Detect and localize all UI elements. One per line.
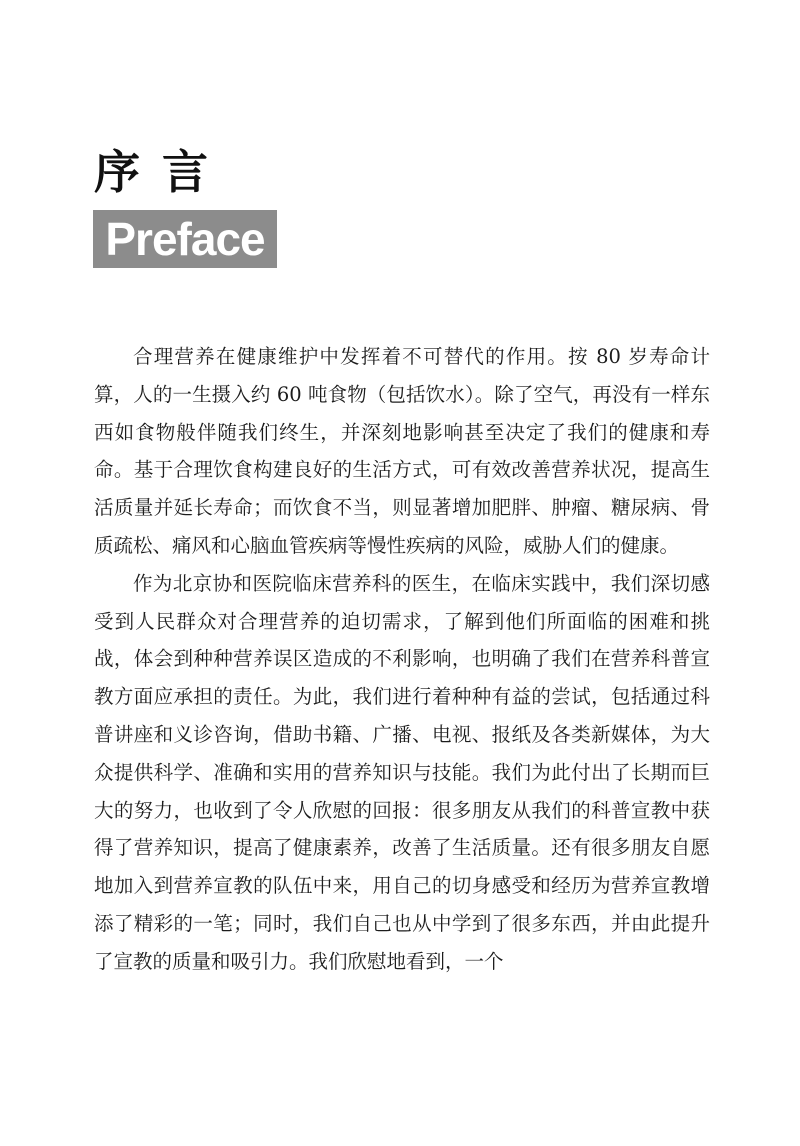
chapter-title-english-banner: Preface <box>93 210 277 268</box>
paragraph-1: 合理营养在健康维护中发挥着不可替代的作用。按 80 岁寿命计算，人的一生摄入约 60 吨食物（包括饮水）。除了空气，再没有一样东西如食物般伴随我们终生，并深刻地影响甚至决定了我们的健康和寿命。基于合理饮食构建良好的生活方式，可有效改善营养状况，提高生活质量并延长寿命；而饮食不当，则显著增加肥胖、肿瘤、糖尿病、骨质疏松、痛风和心脑血管疾病等慢性疾病的风险，威胁人们的健康。 <box>94 345 710 557</box>
paragraph-2: 作为北京协和医院临床营养科的医生，在临床实践中，我们深切感受到人民群众对合理营养的迫切需求，了解到他们所面临的困难和挑战，体会到种种营养误区造成的不利影响，也明确了我们在营养科普宣教方面应承担的责任。为此，我们进行着种种有益的尝试，包括通过科普讲座和义诊咨询，借助书籍、广播、电视、报纸及各类新媒体，为大众提供科学、准确和实用的营养知识与技能。我们为此付出了长期而巨大的努力，也收到了令人欣慰的回报：很多朋友从我们的科普宣教中获得了营养知识，提高了健康素养，改善了生活质量。还有很多朋友自愿地加入到营养宣教的队伍中来，用自己的切身感受和经历为营养宣教增添了精彩的一笔；同时，我们自己也从中学到了很多东西，并由此提升了宣教的质量和吸引力。我们欣慰地看到，一个 <box>94 571 710 973</box>
body-text <box>94 338 710 981</box>
chapter-title: 序言 <box>94 145 230 199</box>
